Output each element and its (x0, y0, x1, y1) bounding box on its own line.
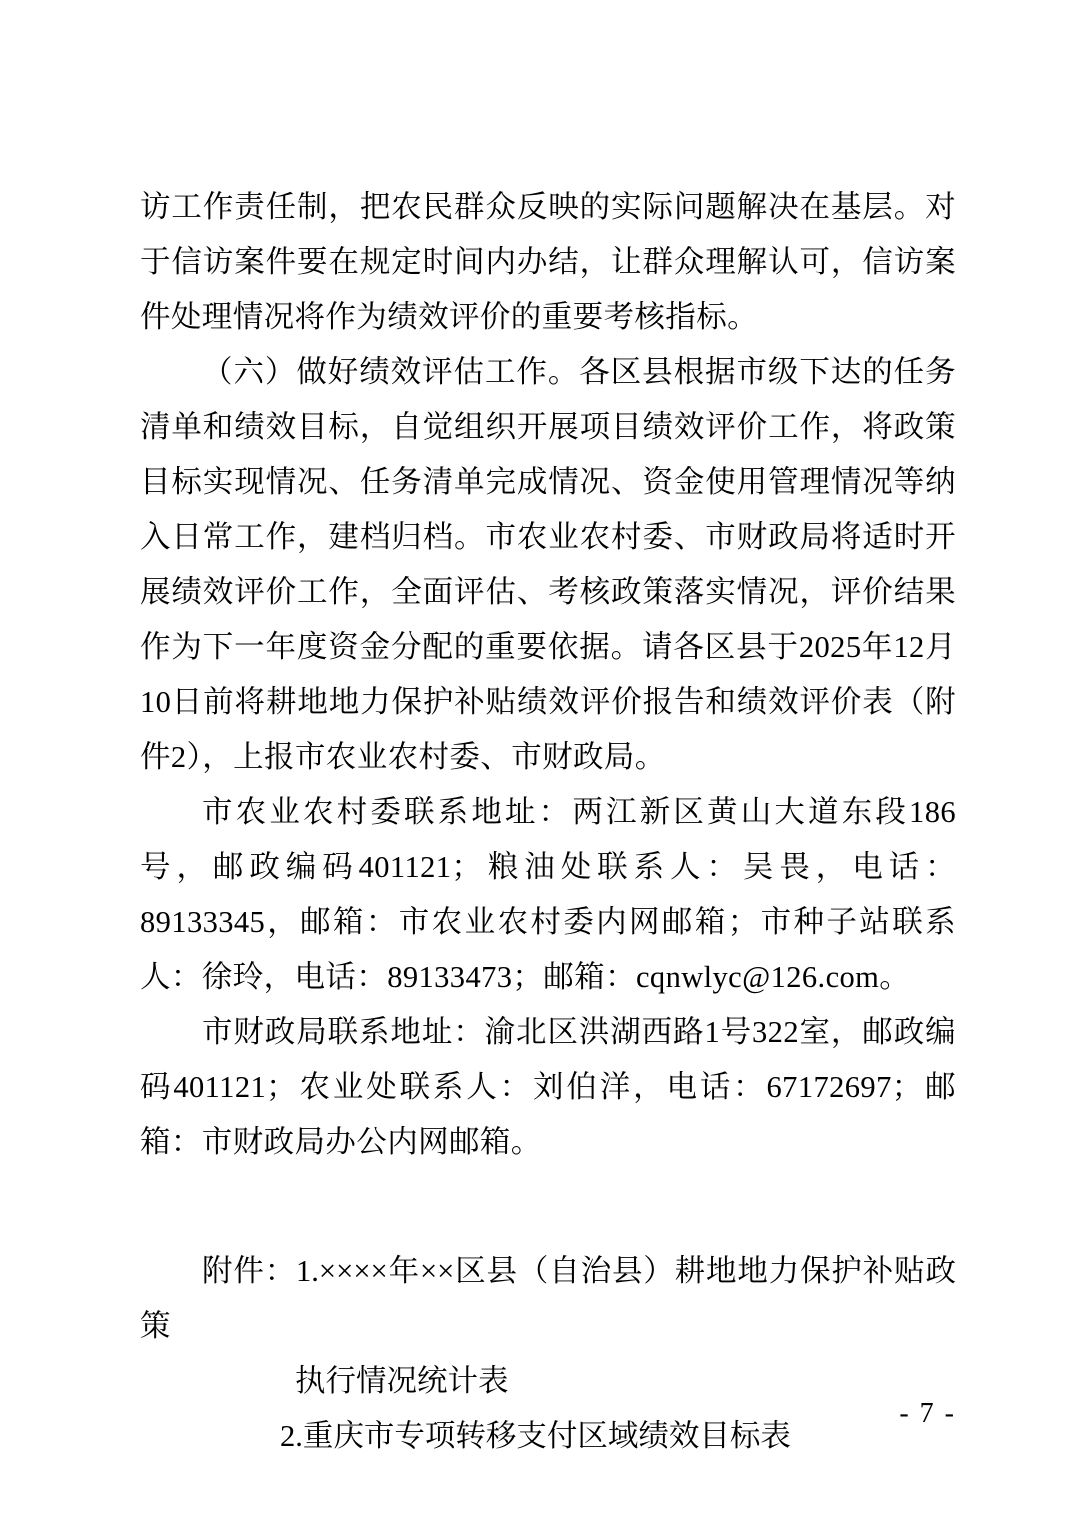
paragraph-contact-agriculture: 市农业农村委联系地址：两江新区黄山大道东段186号，邮政编码401121；粮油处联系人：吴畏，电话：89133345，邮箱：市农业农村委内网邮箱；市种子站联系人：徐玲，电话：89133473；邮箱：cqnwlyc@126.com。 (140, 795, 956, 994)
paragraph-contact-finance: 市财政局联系地址：渝北区洪湖西路1号322室，邮政编码401121；农业处联系人：刘伯洋，电话：67172697；邮箱：市财政局办公内网邮箱。 (140, 1015, 956, 1159)
attachment-item-1: 附件：1.××××年××区县（自治县）耕地地力保护补贴政策 (140, 1254, 956, 1343)
attachment-item-2: 2.重庆市专项转移支付区域绩效目标表 (280, 1419, 791, 1453)
paragraph-section-six: （六）做好绩效评估工作。各区县根据市级下达的任务清单和绩效目标，自觉组织开展项目绩效评价工作，将政策目标实现情况、任务清单完成情况、资金使用管理情况等纳入日常工作，建档归档。市农业农村委、市财政局将适时开展绩效评价工作，全面评估、考核政策落实情况，评价结果作为下一年度资金分配的重要依据。请各区县于2025年12月10日前将耕地地力保护补贴绩效评价报告和绩效评价表（附件2），上报市农业农村委、市财政局。 (140, 355, 956, 774)
attachment-list (140, 1244, 956, 1464)
paragraph-continuation: 访工作责任制，把农民群众反映的实际问题解决在基层。对于信访案件要在规定时间内办结，让群众理解认可，信访案件处理情况将作为绩效评价的重要考核指标。 (140, 190, 956, 334)
page-number: - 7 - (899, 1398, 956, 1429)
attachment-item-1-continued: 执行情况统计表 (295, 1364, 509, 1398)
